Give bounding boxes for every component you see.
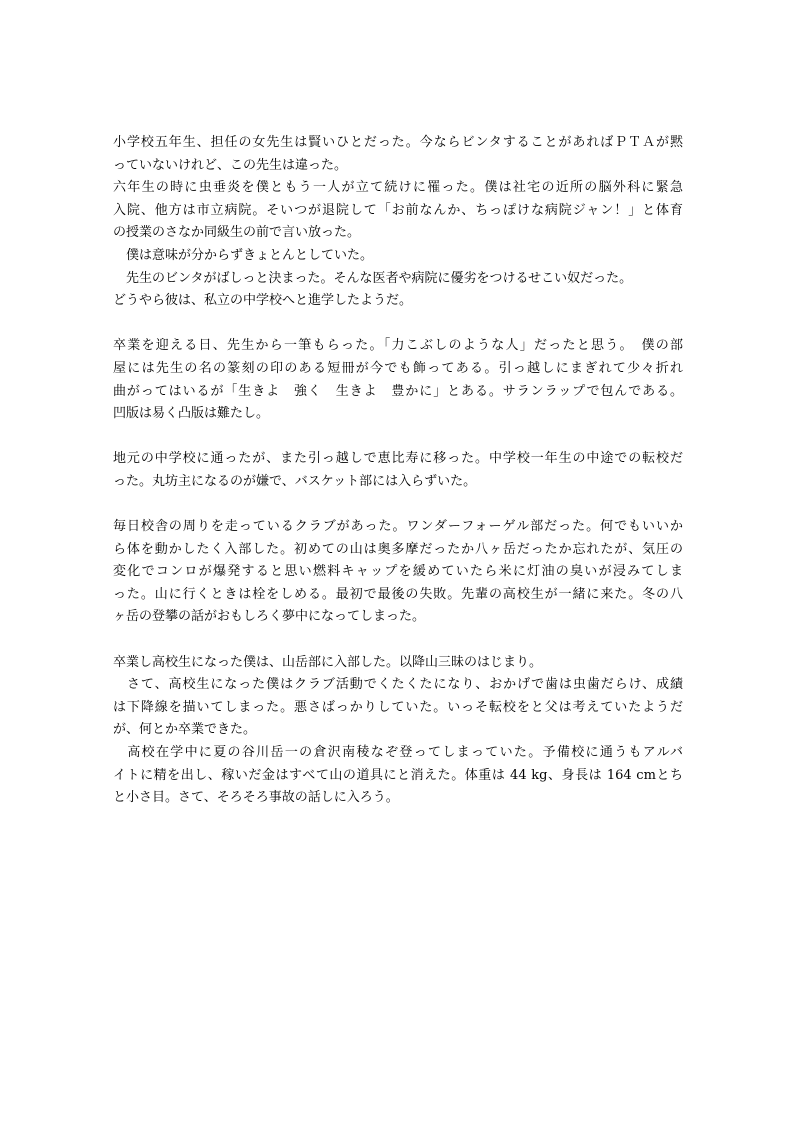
paragraph-spacer bbox=[113, 313, 683, 336]
text-line: 高校在学中に夏の谷川岳一の倉沢南稜なぞ登ってしまっていた。予備校に通うもアルバ bbox=[113, 745, 683, 761]
document-body bbox=[113, 132, 683, 810]
text-line: さて、高校生になった僕はクラブ活動でくたくたになり、おかげで歯は虫歯だらけ、成績 bbox=[113, 677, 683, 693]
text-line: ヶ岳の登攀の話がおもしろく夢中になってしまった。 bbox=[113, 609, 426, 625]
text-line: 卒業を迎える日、先生から一筆もらった。「力こぶしのような人」だったと思う。 僕の部 bbox=[113, 338, 683, 354]
text-line: 変化でコンロが爆発すると思い燃料キャップを緩めていたら米に灯油の臭いが浸みてしま bbox=[113, 564, 683, 580]
paragraph-spacer bbox=[113, 426, 683, 449]
text-line: 地元の中学校に通ったが、また引っ越しで恵比寿に移った。中学校一年生の中途での転校だ bbox=[113, 451, 683, 467]
text-line: 毎日校舎の周りを走っているクラブがあった。ワンダーフォーゲル部だった。何でもいいか bbox=[113, 519, 683, 535]
text-line: と小さ目。さて、そろそろ事故の話しに入ろう。 bbox=[113, 790, 399, 806]
text-line: 屋には先生の名の篆刻の印のある短冊が今でも飾ってある。引っ越しにまぎれて少々折れ bbox=[113, 360, 683, 376]
text-line: は下降線を描いてしまった。悪さばっかりしていた。いっそ転校をと父は考えていたようだ bbox=[113, 699, 683, 715]
text-line: った。丸坊主になるのが嫌で、バスケット部には入らずいた。 bbox=[113, 473, 477, 489]
text-line: 卒業し高校生になった僕は、山岳部に入部した。以降山三昧のはじまり。 bbox=[113, 654, 543, 670]
text-line: が、何とか卒業できた。 bbox=[113, 722, 257, 738]
text-line: 僕は意味が分からずきょとんとしていた。 bbox=[113, 247, 374, 263]
text-line: の授業のさなか同級生の前で言い放った。 bbox=[113, 225, 361, 241]
text-line: ら体を動かしたく入部した。初めての山は奥多摩だったか八ヶ岳だったか忘れたが、気圧の bbox=[113, 541, 683, 557]
text-line: 凹版は易く凸版は難たし。 bbox=[113, 406, 270, 422]
text-line: 先生のビンタがばしっと決まった。そんな医者や病院に優劣をつけるせこい奴だった。 bbox=[113, 270, 633, 286]
text-line: どうやら彼は、私立の中学校へと進学したようだ。 bbox=[113, 293, 413, 309]
paragraph-spacer bbox=[113, 629, 683, 652]
text-line: 入院、他方は市立病院。そいつが退院して「お前なんか、ちっぽけな病院ジャン！」と体育 bbox=[113, 202, 683, 218]
text-line: 六年生の時に虫垂炎を僕ともう一人が立て続けに罹った。僕は社宅の近所の脳外科に緊急 bbox=[113, 180, 683, 196]
text-line: っていないけれど、この先生は違った。 bbox=[113, 157, 348, 173]
text-line: イトに精を出し、稼いだ金はすべて山の道具にと消えた。体重は 44 kg、身長は 164 cmとち bbox=[113, 767, 683, 783]
text-line: 曲がってはいるが「生きよ 強く 生きよ 豊かに」とある。サランラップで包んである。 bbox=[113, 383, 683, 399]
text-line: った。山に行くときは栓をしめる。最初で最後の失敗。先輩の高校生が一緒に来た。冬の八 bbox=[113, 586, 683, 602]
text-line: 小学校五年生、担任の女先生は賢いひとだった。今ならビンタすることがあればＰＴＡが黙 bbox=[113, 135, 683, 150]
paragraph-spacer bbox=[113, 494, 683, 517]
